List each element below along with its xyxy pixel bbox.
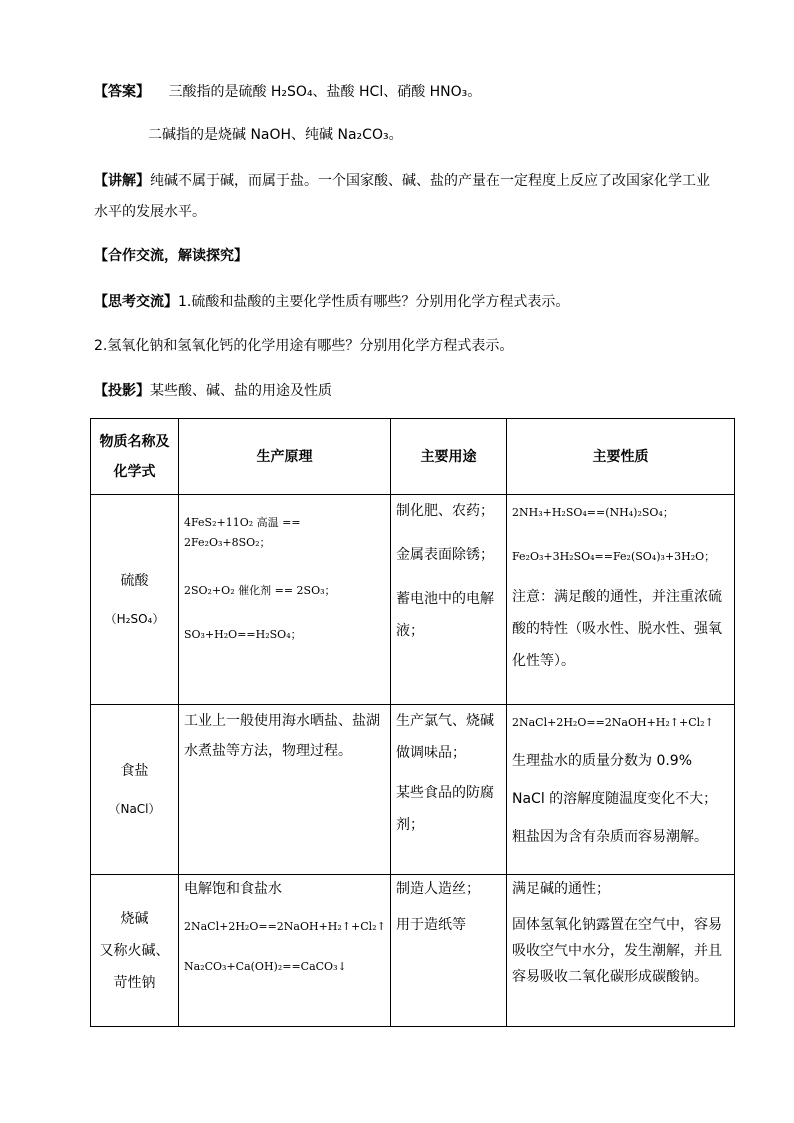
production-line: 2NaCl+2H₂O==2NaOH+H₂↑+Cl₂↑ — [184, 920, 386, 933]
answer-tag: 【答案】 — [94, 84, 150, 100]
production-line: 工业上一般使用海水晒盐、盐湖 — [184, 713, 380, 729]
substance-name: 硫酸 — [120, 572, 149, 589]
substance-alias: 又称火碱、 — [99, 942, 170, 959]
production-cell — [179, 495, 391, 705]
use-line: 做调味品； — [396, 745, 466, 761]
think-line-1 — [94, 292, 569, 312]
answer-line-1 — [94, 82, 481, 102]
uses-cell — [391, 875, 507, 1027]
uses-cell — [391, 705, 507, 875]
projection-tag: 【投影】 — [94, 383, 150, 399]
substance-cell — [91, 495, 179, 705]
production-line: Na₂CO₃+Ca(OH)₂==CaCO₃↓ — [184, 960, 347, 973]
properties-cell — [507, 705, 735, 875]
production-line: 电解饱和食盐水 — [184, 881, 282, 897]
header-substance: 物质名称及 化学式 — [91, 419, 179, 495]
property-line: 注意：满足酸的通性，并注重浓硫 — [512, 589, 722, 605]
table-row — [91, 495, 735, 705]
use-line: 某些食品的防腐 — [396, 785, 494, 801]
property-line: 酸的特性（吸水性、脱水性、强氧 — [512, 621, 722, 637]
production-line: 4FeS₂+11O₂ 高温 == 2Fe₂O₃+8SO₂； — [184, 516, 301, 549]
property-line: 容易吸收二氧化碳形成碳酸钠。 — [512, 969, 708, 985]
uses-cell — [391, 495, 507, 705]
projection-line — [94, 381, 332, 401]
property-line: 满足碱的通性； — [512, 881, 610, 897]
property-line: 2NaCl+2H₂O==2NaOH+H₂↑+Cl₂↑ — [512, 716, 714, 729]
substance-name: 食盐 — [120, 762, 149, 779]
explain-tag: 【讲解】 — [94, 173, 150, 189]
property-line: 固体氢氧化钠露置在空气中，容易 — [512, 917, 722, 933]
property-line: 生理盐水的质量分数为 0.9% — [512, 753, 693, 769]
substance-cell — [91, 705, 179, 875]
use-line: 制化肥、农药； — [396, 503, 494, 519]
use-line: 金属表面除锈； — [396, 547, 494, 563]
substance-formula: （NaCl） — [108, 801, 161, 816]
use-line: 剂； — [396, 817, 424, 833]
explain-text-2: 水平的发展水平。 — [94, 204, 206, 220]
think-q1: 1.硫酸和盐酸的主要化学性质有哪些？分别用化学方程式表示。 — [178, 294, 570, 310]
table-row — [91, 705, 735, 875]
table-row — [91, 875, 735, 1027]
use-line: 液； — [396, 623, 424, 639]
answer-text-2: 二碱指的是烧碱 NaOH、纯碱 Na₂CO₃。 — [148, 127, 403, 143]
substance-formula: （H₂SO₄） — [104, 611, 165, 626]
property-line: 粗盐因为含有杂质而容易潮解。 — [512, 829, 708, 845]
use-line: 蓄电池中的电解 — [396, 591, 494, 607]
think-tag: 【思考交流】 — [94, 294, 178, 310]
cooperate-heading: 【合作交流，解读探究】 — [94, 248, 248, 264]
use-line: 生产氯气、烧碱 — [396, 713, 494, 729]
answer-text-1: 三酸指的是硫酸 H₂SO₄、盐酸 HCl、硝酸 HNO₃。 — [168, 84, 482, 100]
properties-cell — [507, 875, 735, 1027]
production-cell — [179, 875, 391, 1027]
explain-text-1: 纯碱不属于碱，而属于盐。一个国家酸、碱、盐的产量在一定程度上反应了改国家化学工业 — [150, 173, 710, 189]
think-q2: 2.氢氧化钠和氢氧化钙的化学用途有哪些？分别用化学方程式表示。 — [94, 338, 514, 354]
explain-line-1 — [94, 171, 710, 191]
property-line: Fe₂O₃+3H₂SO₄==Fe₂(SO₄)₃+3H₂O； — [512, 550, 716, 563]
property-line: NaCl 的溶解度随温度变化不大； — [512, 791, 718, 807]
production-line: 2SO₂+O₂ 催化剂 == 2SO₃； — [184, 584, 336, 597]
header-uses: 主要用途 — [391, 419, 507, 495]
production-cell — [179, 705, 391, 875]
use-line: 制造人造丝； — [396, 881, 480, 897]
table-header-row — [91, 419, 735, 495]
production-line: 水煮盐等方法，物理过程。 — [184, 743, 352, 759]
substance-alias: 苛性钠 — [113, 974, 156, 991]
property-line: 吸收空气中水分，发生潮解，并且 — [512, 943, 722, 959]
property-line: 化性等）。 — [512, 653, 575, 669]
substance-cell — [91, 875, 179, 1027]
properties-cell — [507, 495, 735, 705]
use-line: 用于造纸等 — [396, 917, 466, 933]
projection-text: 某些酸、碱、盐的用途及性质 — [150, 383, 332, 399]
property-line: 2NH₃+H₂SO₄==(NH₄)₂SO₄； — [512, 506, 674, 519]
header-properties: 主要性质 — [507, 419, 735, 495]
production-line: SO₃+H₂O==H₂SO₄； — [184, 628, 302, 641]
substance-table — [90, 418, 735, 1027]
substance-name: 烧碱 — [120, 910, 149, 927]
header-production: 生产原理 — [179, 419, 391, 495]
